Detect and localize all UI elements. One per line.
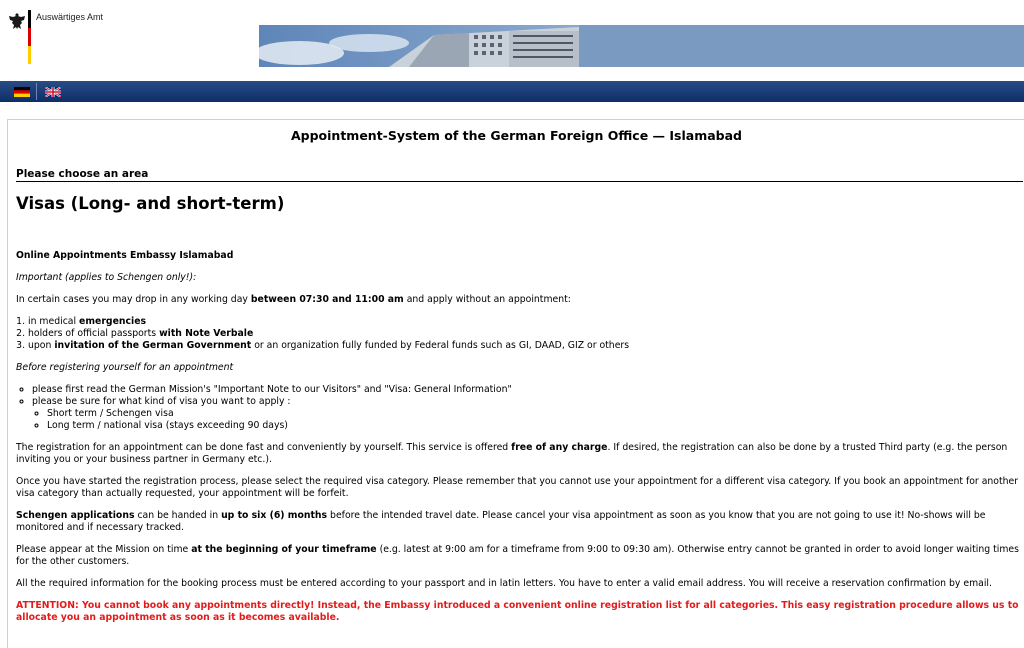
list-item: ◦ Short term / Schengen visa: [47, 408, 1021, 420]
list-item: ◦ please first read the German Mission's "Important Note to our Visitors" and "Visa: General Information": [32, 384, 1021, 396]
uk-flag-icon[interactable]: [40, 83, 65, 100]
timeframe-paragraph: Please appear at the Mission on time at the beginning of your timeframe (e.g. latest at 9:00 am for a timeframe from 9:00 to 09:30 am). Otherwise entry cannot be granted in order to avoid longer waiting times for the other customers.: [16, 544, 1019, 567]
category-paragraph: Once you have started the registration process, please select the required visa category. Please remember that you cannot use your appointment for a different visa category. If you book an appointment for another visa category than actually requested, your appointment will be forfeit.: [16, 476, 1019, 499]
list-item: ◦ please be sure for what kind of visa you want to apply : ◦ Short term / Schengen visa ◦ Long term / national visa (stays exceeding 90 days): [32, 396, 1021, 432]
site-header: [0, 0, 1024, 81]
federal-eagle-icon: [8, 12, 26, 30]
online-heading: Online Appointments Embassy Islamabad: [16, 250, 234, 261]
list-item: 1. in medical emergencies: [28, 316, 1021, 328]
booking-info-paragraph: All the required information for the booking process must be entered according to your passport and in latin letters. You have to enter a valid email address. You will receive a reservation confirmation by email.: [16, 578, 992, 589]
visa-heading: Visas (Long- and short-term): [16, 194, 285, 213]
dropin-cases-list: [16, 316, 1021, 352]
before-list: [16, 384, 1021, 432]
area-heading: Please choose an area: [16, 168, 1023, 182]
german-flag-icon[interactable]: [9, 83, 34, 100]
content-panel: [7, 119, 1024, 648]
org-name: Auswärtiges Amt: [36, 12, 104, 22]
visa-info-text: [16, 250, 1021, 634]
page-title: Appointment-System of the German Foreign Office — Islamabad: [290, 128, 742, 143]
attention-notice: ATTENTION: You cannot book any appointments directly! Instead, the Embassy introduced a convenient online registration list for all categories. This easy registration procedure allows us to allocate you an appointment as soon as it becomes available.: [16, 600, 1019, 623]
flag-de-icon: [14, 87, 30, 97]
registration-paragraph: The registration for an appointment can be done fast and conveniently by yourself. This service is offered free of any charge. If desired, the registration can also be done by a trusted Third party (e.g. the person inviting you or your business partner in Germany etc.).: [16, 442, 1008, 465]
visa-types-list: [32, 408, 1021, 432]
list-item: 3. upon invitation of the German Government or an organization fully funded by Federal funds such as GI, DAAD, GIZ or others: [28, 340, 1021, 352]
language-separator: [36, 83, 37, 100]
list-item: 2. holders of official passports with Note Verbale: [28, 328, 1021, 340]
german-flag-stripe: [28, 10, 31, 64]
important-note: Important (applies to Schengen only!):: [16, 272, 197, 283]
dropin-paragraph: In certain cases you may drop in any working day between 07:30 and 11:00 am and apply without an appointment:: [16, 294, 571, 305]
flag-uk-icon: [45, 87, 61, 97]
schengen-paragraph: Schengen applications can be handed in up to six (6) months before the intended travel date. Please cancel your visa appointment as soon as you know that you are not going to use it! No-shows will be monitored and if necessary tracked.: [16, 510, 986, 533]
list-item: ◦ Long term / national visa (stays exceeding 90 days): [47, 420, 1021, 432]
building-banner-image: [259, 25, 1024, 67]
before-registering-note: Before registering yourself for an appointment: [16, 362, 234, 373]
language-bar: [0, 81, 1024, 102]
